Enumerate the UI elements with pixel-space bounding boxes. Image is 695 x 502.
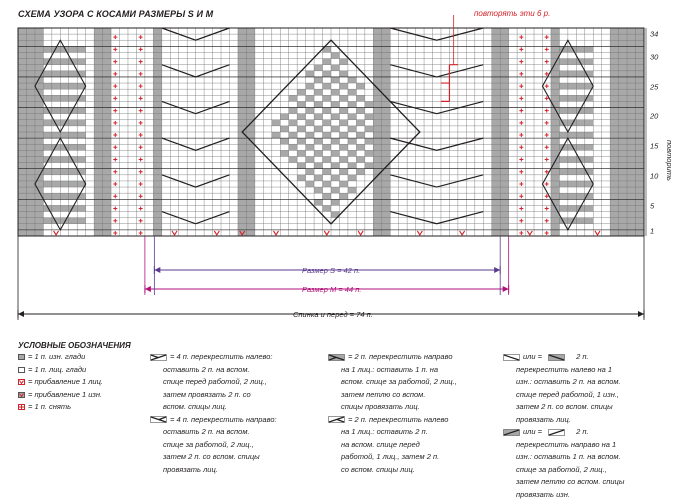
seed-cell (306, 120, 314, 126)
seed-cell (280, 150, 288, 156)
seed-cell (314, 65, 322, 71)
seed-cell (339, 181, 347, 187)
size-m-arrow-head-left (145, 286, 151, 292)
row-number-1: 1 (650, 226, 655, 236)
legend-text: или = (523, 427, 543, 436)
seed-cell (297, 163, 305, 169)
cable-right-purl-icon (503, 429, 520, 436)
seed-cell (356, 132, 364, 138)
legend-text: затем 2 п. со вспом. спицы (516, 402, 613, 411)
white-square-icon (18, 367, 25, 373)
seed-cell (348, 114, 356, 120)
legend-item-slip (18, 401, 103, 414)
cable-left-2-icon (328, 416, 345, 423)
seed-cell (331, 114, 339, 120)
legend-item-cross-left-2 (328, 414, 457, 477)
seed-cell (314, 138, 322, 144)
legend-text: на вспом. спице перед (341, 439, 420, 449)
row-number-20: 20 (650, 111, 659, 121)
legend-text: = 1 п. лиц. глади (28, 364, 87, 374)
legend-item-knit (18, 364, 103, 377)
bar-cell (43, 83, 85, 89)
legend-text: спице за работой, 2 лиц., (516, 464, 607, 474)
seed-cell (314, 187, 322, 193)
bar-cell (43, 181, 85, 187)
legend-text: = 4 п. перекрестить направо: (170, 414, 277, 424)
legend-item-cross-left-purl (503, 351, 624, 426)
seed-cell (323, 169, 331, 175)
seed-cell (356, 108, 364, 114)
seed-cell (314, 163, 322, 169)
bar-cell (551, 132, 593, 138)
size-s-arrow-head-left (154, 267, 160, 273)
seed-cell (323, 95, 331, 101)
seed-cell (365, 101, 373, 107)
seed-cell (289, 156, 297, 162)
seed-cell (348, 126, 356, 132)
legend-text: или = (523, 352, 543, 361)
seed-cell (339, 108, 347, 114)
seed-cell (331, 199, 339, 205)
legend-text: затем провязать 2 п. со (163, 389, 251, 399)
size-m-arrow-head-right (503, 286, 509, 292)
seed-cell (323, 144, 331, 150)
seed-cell (339, 156, 347, 162)
seed-cell (331, 150, 339, 156)
seed-cell (365, 138, 373, 144)
seed-cell (373, 132, 381, 138)
seed-cell (297, 175, 305, 181)
seed-cell (272, 132, 280, 138)
legend-text: провязать лиц. (163, 464, 218, 474)
seed-cell (331, 65, 339, 71)
seed-cell (356, 95, 364, 101)
red-v-icon (18, 379, 25, 385)
seed-cell (280, 138, 288, 144)
legend-text: на 1 лиц.: оставить 1 п. на (341, 364, 439, 374)
legend-text: провязать лиц. (516, 414, 571, 424)
seed-cell (331, 163, 339, 169)
seed-cell (314, 175, 322, 181)
legend-text: спицы провязать лиц. (341, 402, 420, 411)
rows-repeat-label: повторить (665, 140, 674, 181)
legend-text: = 1 п. снять (28, 402, 72, 411)
legend-text: = 2 п. перекрестить налево (348, 414, 449, 424)
seed-cell (348, 89, 356, 95)
seed-cell (356, 156, 364, 162)
seed-cell (348, 150, 356, 156)
seed-cell (314, 114, 322, 120)
seed-cell (297, 101, 305, 107)
seed-cell (280, 114, 288, 120)
seed-cell (289, 95, 297, 101)
seed-cell (297, 138, 305, 144)
legend-text: спице перед работой, 2 лиц., (163, 377, 267, 386)
row-number-5: 5 (650, 201, 655, 211)
seed-cell (289, 108, 297, 114)
seed-cell (339, 83, 347, 89)
legend-text: перекрестить направо на 1 (516, 439, 617, 449)
seed-cell (382, 138, 390, 144)
seed-cell (314, 150, 322, 156)
seed-cell (323, 71, 331, 77)
seed-cell (356, 144, 364, 150)
cable-left-purl-icon (503, 354, 520, 361)
row-number-10: 10 (650, 171, 659, 181)
legend-text: вспом. спицы лиц. (163, 402, 227, 411)
seed-cell (339, 132, 347, 138)
seed-cell (365, 163, 373, 169)
seed-cell (331, 52, 339, 58)
seed-cell (306, 144, 314, 150)
seed-cell (323, 59, 331, 65)
seed-cell (297, 150, 305, 156)
legend-item-inc-knit (18, 376, 103, 389)
legend-col-cables-2 (328, 351, 457, 476)
legend-text: перекрестить налево на 1 (516, 364, 613, 374)
legend-text: 2 п. (576, 352, 589, 361)
cable-right-4-icon (150, 416, 167, 423)
seed-cell (280, 126, 288, 132)
legend-text: = 2 п. перекрестить направо (348, 352, 453, 361)
repeat-note: повторять эти 6 р. (474, 9, 551, 18)
seed-cell (373, 144, 381, 150)
seed-cell (306, 169, 314, 175)
seed-cell (314, 101, 322, 107)
seed-cell (331, 101, 339, 107)
seed-cell (339, 71, 347, 77)
red-plus-icon (18, 404, 25, 410)
legend-text: 2 п. (576, 427, 589, 436)
cable-left-4-icon (150, 354, 167, 361)
legend-text: оставить 2 п. на вспом. (163, 364, 250, 374)
legend-text: спице перед работой, 1 изн., (516, 389, 619, 399)
seed-cell (306, 83, 314, 89)
seed-cell (365, 150, 373, 156)
seed-cell (339, 95, 347, 101)
legend-item-cross-right-4 (150, 414, 277, 477)
legend-text: затем 2 п. со вспом. спицы (163, 452, 260, 461)
seed-cell (331, 77, 339, 83)
legend-col-basic (18, 351, 103, 414)
seed-cell (297, 89, 305, 95)
seed-cell (289, 120, 297, 126)
row-number-34: 34 (650, 29, 659, 39)
cable-right-2-icon (328, 354, 345, 361)
total-arrow-head-right (638, 311, 644, 317)
seed-cell (306, 108, 314, 114)
seed-cell (314, 77, 322, 83)
row-number-25: 25 (650, 82, 659, 92)
legend-text: вспом. спице за работой, 2 лиц., (341, 377, 457, 386)
bar-cell (551, 83, 593, 89)
seed-cell (306, 71, 314, 77)
legend-item-cross-right-2 (328, 351, 457, 414)
legend-text: на 1 лиц.: оставить 2 п. (341, 427, 428, 436)
legend-text: = прибавление 1 изн. (28, 389, 103, 399)
seed-cell (382, 126, 390, 132)
chart-title: СХЕМА УЗОРА С КОСАМИ РАЗМЕРЫ S И M (18, 9, 214, 19)
total-width-label: Спинка и перед = 74 п. (293, 310, 373, 319)
seed-cell (297, 126, 305, 132)
bar-cell (551, 181, 593, 187)
legend-text: затем петлю со вспом. спицы (516, 477, 625, 486)
legend-text: оставить 2 п. на вспом. (163, 427, 250, 436)
seed-cell (323, 193, 331, 199)
seed-cell (356, 120, 364, 126)
seed-cell (323, 156, 331, 162)
seed-cell (365, 126, 373, 132)
seed-cell (323, 181, 331, 187)
seed-cell (331, 138, 339, 144)
seed-cell (339, 144, 347, 150)
seed-cell (323, 132, 331, 138)
seed-cell (365, 114, 373, 120)
legend-col-cables-4 (150, 351, 277, 476)
seed-cell (306, 156, 314, 162)
seed-cell (339, 120, 347, 126)
legend-text: = прибавление 1 лиц. (28, 377, 103, 386)
seed-cell (348, 77, 356, 83)
legend-text: затем петлю со вспом. (341, 389, 426, 399)
size-m-label: Размер M = 44 п. (302, 285, 362, 294)
cable-right-purl-alt-icon (548, 429, 565, 436)
seed-cell (314, 126, 322, 132)
seed-cell (314, 199, 322, 205)
seed-cell (272, 120, 280, 126)
legend-item-inc-purl (18, 389, 103, 402)
seed-cell (331, 89, 339, 95)
legend-text: изн.: оставить 2 п. на вспом. (516, 377, 621, 386)
legend-col-cables-purl (503, 351, 624, 501)
seed-cell (306, 181, 314, 187)
seed-cell (306, 132, 314, 138)
seed-cell (348, 138, 356, 144)
seed-cell (373, 120, 381, 126)
seed-cell (289, 144, 297, 150)
seed-cell (289, 132, 297, 138)
legend-text: изн.: оставить 1 п. на вспом. (516, 452, 621, 461)
seed-cell (331, 126, 339, 132)
seed-cell (323, 205, 331, 211)
seed-cell (323, 120, 331, 126)
seed-cell (348, 187, 356, 193)
legend-heading: УСЛОВНЫЕ ОБОЗНАЧЕНИЯ (18, 341, 131, 350)
seed-cell (323, 108, 331, 114)
bar-cell (43, 132, 85, 138)
seed-cell (314, 89, 322, 95)
legend-text: = 4 п. перекрестить налево: (170, 352, 273, 361)
seed-cell (339, 193, 347, 199)
seed-cell (348, 101, 356, 107)
legend-text: спице за работой, 2 лиц., (163, 439, 254, 449)
seed-cell (348, 163, 356, 169)
seed-cell (356, 169, 364, 175)
seed-cell (348, 175, 356, 181)
seed-cell (331, 187, 339, 193)
legend-text: провязать изн. (516, 489, 570, 499)
legend-text: работой, 1 лиц., затем 2 п. (341, 452, 440, 461)
seed-cell (323, 83, 331, 89)
seed-cell (339, 59, 347, 65)
total-arrow-head-left (18, 311, 24, 317)
legend-item-cross-right-purl (503, 426, 624, 501)
seed-cell (339, 169, 347, 175)
red-v-grey-icon (18, 392, 25, 398)
seed-cell (356, 83, 364, 89)
row-number-15: 15 (650, 141, 659, 151)
seed-cell (297, 114, 305, 120)
size-s-arrow-head-right (494, 267, 500, 273)
row-number-30: 30 (650, 52, 659, 62)
seed-cell (331, 175, 339, 181)
legend-item-purl (18, 351, 103, 364)
legend-item-cross-left-4 (150, 351, 277, 414)
legend-text: = 1 п. изн. глади (28, 352, 86, 361)
seed-cell (306, 95, 314, 101)
grey-square-icon (18, 354, 25, 360)
seed-cell (373, 108, 381, 114)
cable-left-purl-alt-icon (548, 354, 565, 361)
size-s-label: Размер S = 42 п. (302, 266, 361, 275)
legend-text: со вспом. спицы лиц. (341, 464, 415, 474)
